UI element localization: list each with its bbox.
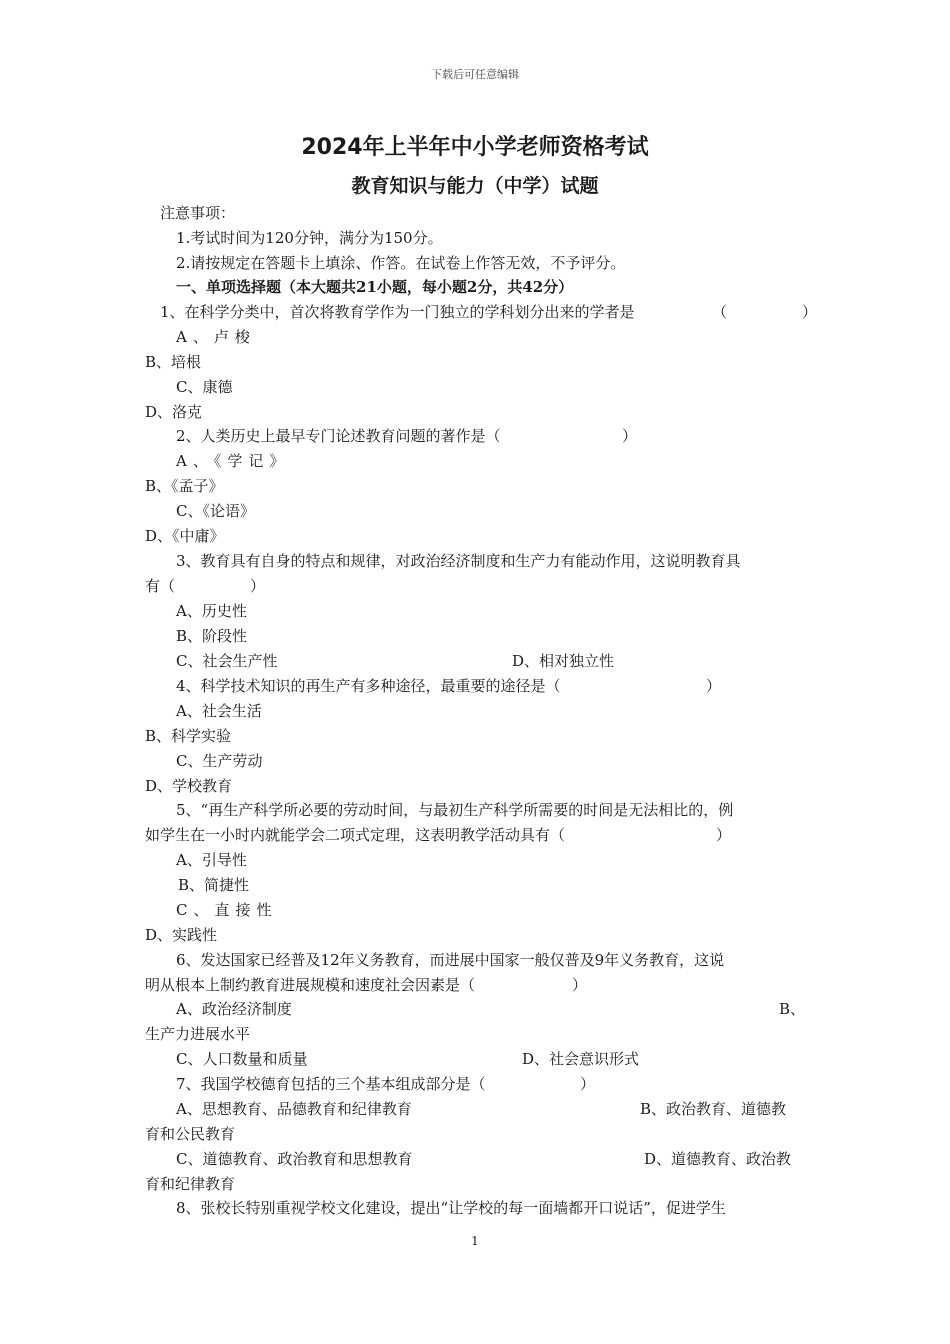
exam-subtitle: 教育知识与能力（中学）试题: [351, 175, 599, 197]
answer-bracket: ）: [706, 677, 722, 695]
option: C、康德: [176, 378, 233, 396]
question-stem: 8、张校长特别重视学校文化建设，提出“让学校的每一面墙都开口说话”，促进学生: [176, 1199, 726, 1217]
option: C、道德教育、政治教育和思想教育: [176, 1150, 413, 1168]
option: B、政治教育、道德教: [640, 1100, 787, 1118]
question-stem: 7、我国学校德育包括的三个基本组成部分是（: [176, 1075, 486, 1093]
option: A、历史性: [176, 602, 247, 620]
option: B、科学实验: [145, 727, 232, 745]
answer-bracket: ）: [716, 826, 732, 844]
note-item: 2.请按规定在答题卡上填涂、作答。在试卷上作答无效，不予评分。: [176, 254, 626, 272]
option: A、思想教育、品德教育和纪律教育: [176, 1100, 412, 1118]
option-cont: 生产力进展水平: [145, 1025, 251, 1043]
option: C、《论语》: [176, 502, 255, 520]
answer-bracket: ）: [580, 1075, 596, 1093]
option-cont: 育和纪律教育: [145, 1175, 236, 1193]
option: C、生产劳动: [176, 752, 263, 770]
option: B、《孟子》: [145, 477, 224, 495]
option: D、道德教育、政治教: [644, 1150, 792, 1168]
option-cont: 育和公民教育: [145, 1125, 236, 1143]
option: B、培根: [145, 353, 202, 371]
exam-title: 2024年上半年中小学老师资格考试: [301, 135, 649, 160]
question-stem-cont: 明从根本上制约教育进展规模和速度社会因素是（: [145, 976, 476, 994]
option: A、卢梭: [176, 328, 256, 346]
option: D、社会意识形式: [522, 1050, 640, 1068]
option: C、社会生产性: [176, 652, 278, 670]
option: D、实践性: [145, 926, 218, 944]
option: A、引导性: [176, 851, 247, 869]
option: D、《中庸》: [145, 527, 225, 545]
option: C、直接性: [176, 901, 278, 919]
notes-heading: 注意事项：: [160, 204, 236, 222]
question-stem: 2、人类历史上最早专门论述教育问题的著作是（: [176, 427, 501, 445]
page-header: 下载后可任意编辑: [431, 68, 519, 81]
option: D、学校教育: [145, 777, 233, 795]
option: A、社会生活: [176, 702, 262, 720]
question-stem-cont: 如学生在一小时内就能学会二项式定理，这表明教学活动具有（: [145, 826, 566, 844]
question-stem: 6、发达国家已经普及12年义务教育，而进展中国家一般仅普及9年义务教育，这说: [176, 951, 725, 969]
option: C、人口数量和质量: [176, 1050, 308, 1068]
section-heading: 一、单项选择题（本大题共21小题，每小题2分，共42分）: [176, 278, 574, 296]
option: B、: [779, 1000, 806, 1018]
option: B、简捷性: [178, 876, 250, 894]
option: D、洛克: [145, 403, 203, 421]
question-stem: 4、科学技术知识的再生产有多种途径，最重要的途径是（: [176, 677, 561, 695]
page-number: 1: [471, 1234, 479, 1248]
option: B、阶段性: [176, 627, 248, 645]
question-stem-cont: 有（ ）: [145, 577, 266, 595]
answer-bracket: ）: [572, 976, 588, 994]
option: D、相对独立性: [512, 652, 615, 670]
answer-bracket: ）: [622, 427, 638, 445]
option: A、《学记》: [176, 452, 291, 470]
note-item: 1.考试时间为120分钟，满分为150分。: [176, 229, 443, 247]
question-stem: 1、在科学分类中，首次将教育学作为一门独立的学科划分出来的学者是: [160, 303, 635, 321]
question-stem: 5、“再生产科学所必要的劳动时间，与最初生产科学所需要的时间是无法相比的，例: [176, 801, 734, 819]
answer-bracket: （ ）: [712, 303, 818, 321]
question-stem: 3、教育具有自身的特点和规律，对政治经济制度和生产力有能动作用，这说明教育具: [176, 552, 741, 570]
option: A、政治经济制度: [176, 1000, 292, 1018]
